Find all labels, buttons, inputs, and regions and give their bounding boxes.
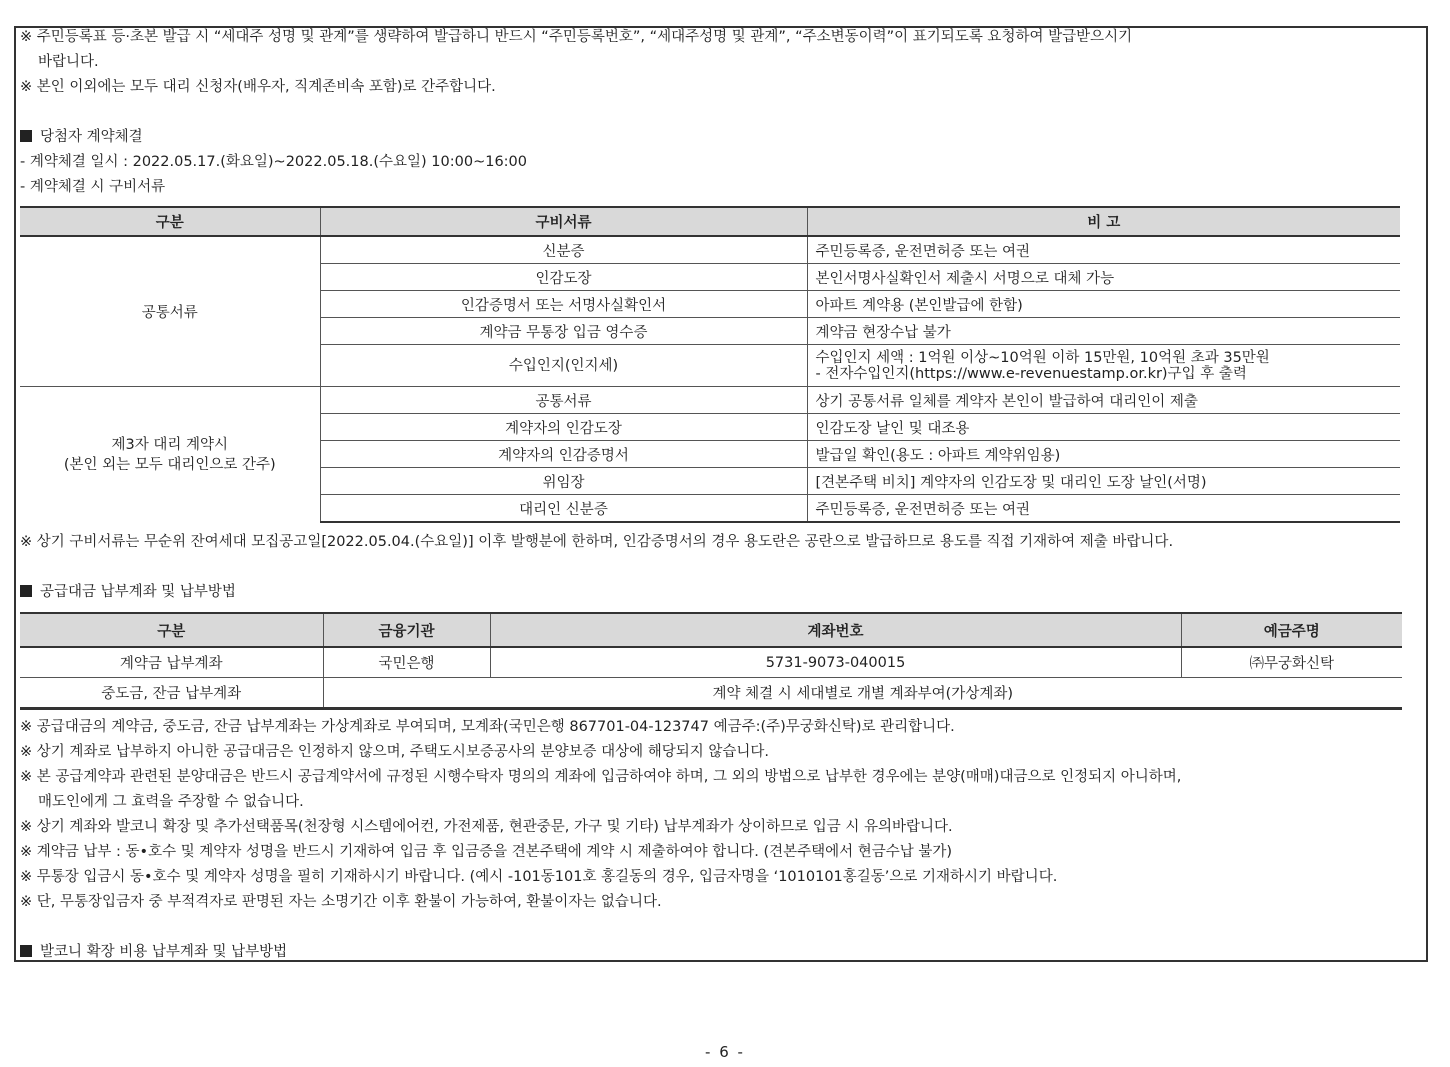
- group-label-line: 제3자 대리 계약시: [111, 436, 228, 453]
- payment-account-table: [20, 612, 1402, 710]
- doc-cell: 위임장: [320, 468, 807, 495]
- column-header: 예금주명: [1181, 613, 1402, 647]
- section-title: 당첨자 계약체결: [40, 129, 143, 145]
- square-bullet-icon: [20, 945, 32, 957]
- note-cell: 인감도장 날인 및 대조용: [807, 414, 1400, 441]
- note-line: ※ 계약금 납부 : 동•호수 및 계약자 성명을 반드시 기재하여 입금 후 입금증을 견본주택에 계약 시 제출하여야 합니다. (견본주택에서 현금수납 불가): [20, 844, 953, 860]
- note-line: ※ 무통장 입금시 동•호수 및 계약자 성명을 필히 기재하시기 바랍니다. (예시 -101동101호 홍길동의 경우, 입금자명을 ‘1010101홍길동’으로 기재하시기 바랍니다.: [20, 869, 1058, 885]
- contract-docs-line: - 계약체결 시 구비서류: [20, 179, 166, 195]
- table-row: [20, 647, 1402, 678]
- doc-cell: 인감증명서 또는 서명사실확인서: [320, 291, 807, 318]
- section-heading: [20, 127, 143, 147]
- note-cell: 상기 공통서류 일체를 계약자 본인이 발급하여 대리인이 제출: [807, 387, 1400, 414]
- column-header: 금융기관: [323, 613, 490, 647]
- doc-cell: 계약자의 인감증명서: [320, 441, 807, 468]
- note-cell: 아파트 계약용 (본인발급에 한함): [807, 291, 1400, 318]
- section-heading: [20, 582, 236, 602]
- column-header: 구분: [20, 613, 323, 647]
- page-number: - 6 -: [705, 1043, 745, 1061]
- column-header: 비 고: [807, 207, 1400, 236]
- doc-cell: 수입인지(인지세): [320, 345, 807, 387]
- note-line: 바랍니다.: [38, 54, 99, 70]
- type-cell: 계약금 납부계좌: [20, 647, 323, 678]
- type-cell: 중도금, 잔금 납부계좌: [20, 678, 323, 709]
- account-number-cell: 5731-9073-040015: [490, 647, 1181, 678]
- column-header: 계좌번호: [490, 613, 1181, 647]
- square-bullet-icon: [20, 130, 32, 142]
- table-row: [20, 678, 1402, 709]
- note-cell: 주민등록증, 운전면허증 또는 여권: [807, 236, 1400, 264]
- note-cell: 주민등록증, 운전면허증 또는 여권: [807, 495, 1400, 523]
- docs-note: ※ 상기 구비서류는 무순위 잔여세대 모집공고일[2022.05.04.(수요일)] 이후 발행분에 한하며, 인감증명서의 경우 용도란은 공란으로 발급하므로 용도를 직접 기재하여 제출 바랍니다.: [20, 534, 1174, 550]
- column-header: 구분: [20, 207, 320, 236]
- note-line: ※ 본 공급계약과 관련된 분양대금은 반드시 공급계약서에 규정된 시행수탁자 명의의 계좌에 입금하여야 하며, 그 외의 방법으로 납부한 경우에는 분양(매매)대금으로 인정되지 아니하며,: [20, 769, 1182, 785]
- note-line: ※ 주민등록표 등·초본 발급 시 “세대주 성명 및 관계”를 생략하여 발급하니 반드시 “주민등록번호”, “세대주성명 및 관계”, “주소변동이력”이 표기되도록 요청하여 발급받으시기: [20, 29, 1133, 45]
- merged-account-cell: 계약 체결 시 세대별로 개별 계좌부여(가상계좌): [323, 678, 1402, 709]
- group-label: [20, 387, 320, 523]
- table-row: [20, 236, 1400, 264]
- table-header-row: [20, 613, 1402, 647]
- doc-cell: 계약금 무통장 입금 영수증: [320, 318, 807, 345]
- section-title: 발코니 확장 비용 납부계좌 및 납부방법: [40, 944, 288, 960]
- section-heading: [20, 942, 287, 962]
- note-text: - 전자수입인지(https://www.e-revenuestamp.or.kr)구입 후 출력: [815, 365, 1247, 382]
- table-row: [20, 387, 1400, 414]
- note-line: ※ 공급대금의 계약금, 중도금, 잔금 납부계좌는 가상계좌로 부여되며, 모계좌(국민은행 867701-04-123747 예금주:(주)무궁화신탁)로 관리합니다.: [20, 719, 955, 735]
- note-cell: [807, 345, 1400, 387]
- note-cell: 본인서명사실확인서 제출시 서명으로 대체 가능: [807, 264, 1400, 291]
- bank-cell: 국민은행: [323, 647, 490, 678]
- doc-cell: 공통서류: [320, 387, 807, 414]
- required-documents-table: [20, 206, 1400, 523]
- group-label-line: (본인 외는 모두 대리인으로 간주): [63, 456, 276, 473]
- square-bullet-icon: [20, 585, 32, 597]
- note-text: 수입인지 세액 : 1억원 이상~10억원 이하 15만원, 10억원 초과 35만원: [815, 349, 1270, 366]
- note-cell: 발급일 확인(용도 : 아파트 계약위임용): [807, 441, 1400, 468]
- note-line: ※ 상기 계좌로 납부하지 아니한 공급대금은 인정하지 않으며, 주택도시보증공사의 분양보증 대상에 해당되지 않습니다.: [20, 744, 770, 760]
- doc-cell: 신분증: [320, 236, 807, 264]
- section-title: 공급대금 납부계좌 및 납부방법: [40, 584, 236, 600]
- doc-cell: 대리인 신분증: [320, 495, 807, 523]
- group-label: 공통서류: [20, 236, 320, 387]
- note-line: ※ 상기 계좌와 발코니 확장 및 추가선택품목(천장형 시스템에어컨, 가전제품, 현관중문, 가구 및 기타) 납부계좌가 상이하므로 입금 시 유의바랍니다.: [20, 819, 953, 835]
- doc-cell: 계약자의 인감도장: [320, 414, 807, 441]
- holder-cell: ㈜무궁화신탁: [1181, 647, 1402, 678]
- note-cell: 계약금 현장수납 불가: [807, 318, 1400, 345]
- column-header: 구비서류: [320, 207, 807, 236]
- note-cell: [견본주택 비치] 계약자의 인감도장 및 대리인 도장 날인(서명): [807, 468, 1400, 495]
- note-line: 매도인에게 그 효력을 주장할 수 없습니다.: [38, 794, 304, 810]
- table-header-row: [20, 207, 1400, 236]
- note-line: ※ 단, 무통장입금자 중 부적격자로 판명된 자는 소명기간 이후 환불이 가능하여, 환불이자는 없습니다.: [20, 894, 662, 910]
- note-line: ※ 본인 이외에는 모두 대리 신청자(배우자, 직계존비속 포함)로 간주합니다.: [20, 79, 496, 95]
- doc-cell: 인감도장: [320, 264, 807, 291]
- contract-date-line: - 계약체결 일시 : 2022.05.17.(화요일)~2022.05.18.(수요일) 10:00~16:00: [20, 154, 528, 170]
